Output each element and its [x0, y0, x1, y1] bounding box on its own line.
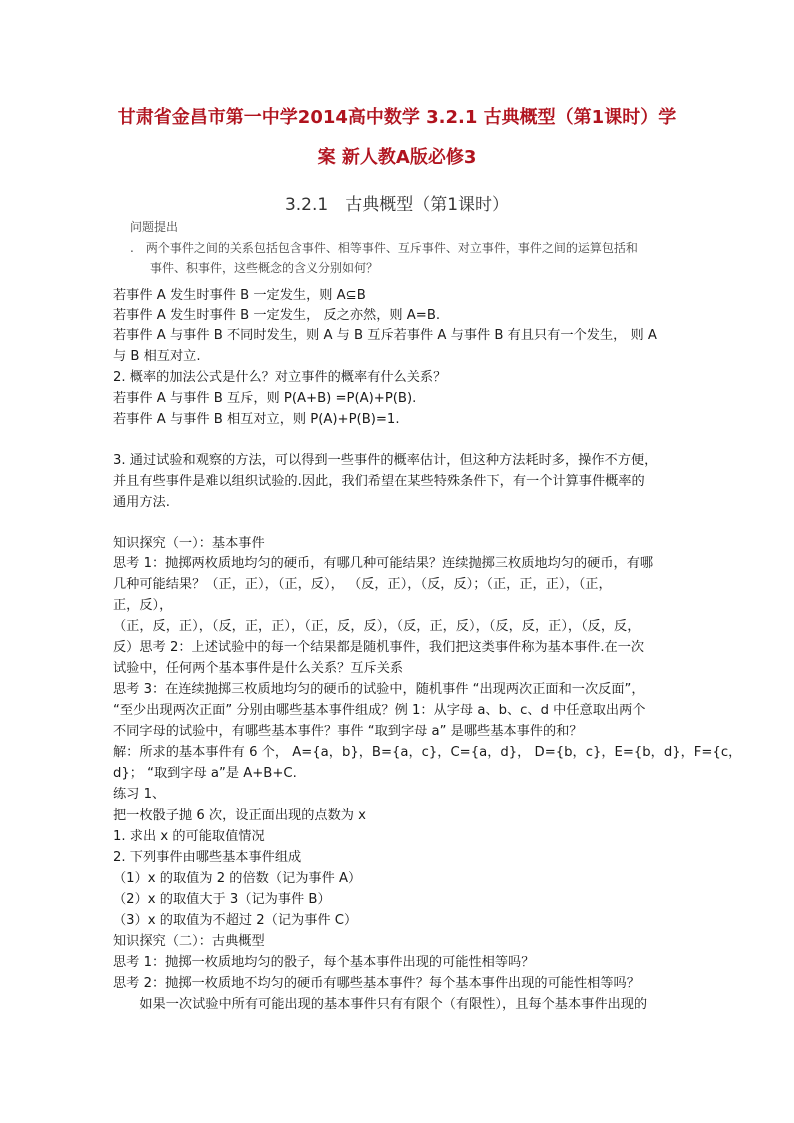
body-line: 如果一次试验中所有可能出现的基本事件只有有限个（有限性），且每个基本事件出现的 — [113, 997, 648, 1012]
document-title-line-1: 甘肃省金昌市第一中学2014高中数学 3.2.1 古典概型（第1课时）学 — [117, 107, 677, 128]
body-line: 思考 1：抛掷一枚质地均匀的骰子，每个基本事件出现的可能性相等吗？ — [113, 955, 535, 970]
body-line: 并且有些事件是难以组织试验的.因此，我们希望在某些特殊条件下，有一个计算事件概率的 — [113, 474, 645, 489]
body-line: 几种可能结果？（正，正），（正，反）， （反，正），（反，反）；（正，正，正），（正， — [113, 577, 612, 592]
body-line: 思考 2：抛掷一枚质地不均匀的硬币有哪些基本事件？每个基本事件出现的可能性相等吗？ — [113, 976, 640, 991]
body-line: 与 B 相互对立. — [113, 349, 201, 364]
body-line: 若事件 A 与事件 B 互斥，则 P(A+B) =P(A)+P(B). — [113, 391, 417, 406]
body-line: 若事件 A 与事件 B 相互对立，则 P(A)+P(B)=1. — [113, 412, 400, 427]
body-line: （正，反，正），（反，正，正），（正，反，反），（反，正，反），（反，反，正），（反，反， — [113, 619, 641, 634]
body-line: 2. 下列事件由哪些基本事件组成 — [113, 850, 302, 865]
intro-question-line-1: . 两个事件之间的关系包括包含事件、相等事件、互斥事件、对立事件，事件之间的运算包括和 — [130, 241, 638, 255]
intro-heading: 问题提出 — [130, 220, 179, 234]
body-line: （1）x 的取值为 2 的倍数（记为事件 A） — [113, 871, 362, 886]
body-line: 正，反）， — [113, 598, 173, 613]
body-line: 1. 求出 x 的可能取值情况 — [113, 829, 265, 844]
body-line: 把一枚骰子抛 6 次，设正面出现的点数为 x — [113, 808, 366, 823]
body-line: 通用方法. — [113, 495, 170, 510]
intro-question-line-2: 事件、积事件，这些概念的含义分别如何？ — [150, 261, 379, 275]
body-line: 2. 概率的加法公式是什么？对立事件的概率有什么关系？ — [113, 370, 447, 385]
body-line: （3）x 的取值为不超过 2（记为事件 C） — [113, 913, 358, 928]
body-line: 不同字母的试验中，有哪些基本事件？事件 “取到字母 a” 是哪些基本事件的和？ — [113, 724, 583, 739]
section-heading: 知识探究（一）：基本事件 — [113, 536, 265, 551]
body-line: （2）x 的取值大于 3（记为事件 B） — [113, 892, 331, 907]
body-line: 反）思考 2：上述试验中的每一个结果都是随机事件，我们把这类事件称为基本事件.在一次 — [113, 640, 645, 655]
body-line: 试验中，任何两个基本事件是什么关系？互斥关系 — [113, 661, 404, 676]
body-line: 若事件 A 发生时事件 B 一定发生，则 A⊆B — [113, 288, 366, 303]
body-line: 若事件 A 发生时事件 B 一定发生， 反之亦然，则 A=B. — [113, 308, 441, 323]
body-line: 解：所求的基本事件有 6 个， A={a，b}，B={a，c}，C={a，d}， D={b，c}，E={b，d}，F={c， — [113, 745, 742, 760]
body-line: 思考 3：在连续抛掷三枚质地均匀的硬币的试验中，随机事件 “出现两次正面和一次反面”， — [113, 682, 645, 697]
body-line: 3. 通过试验和观察的方法，可以得到一些事件的概率估计，但这种方法耗时多，操作不方便， — [113, 453, 658, 468]
body-line: 若事件 A 与事件 B 不同时发生，则 A 与 B 互斥若事件 A 与事件 B 有且只有一个发生， 则 A — [113, 328, 657, 343]
exercise-heading: 练习 1、 — [113, 787, 166, 802]
body-line: 思考 1：抛掷两枚质地均匀的硬币，有哪几种可能结果？连续抛掷三枚质地均匀的硬币，有哪 — [113, 556, 654, 571]
document-title-line-2: 案 新人教A版必修3 — [317, 147, 477, 168]
body-line: “至少出现两次正面” 分别由哪些基本事件组成？例 1：从字母 a、b、c、d 中任意取出两个 — [113, 703, 646, 718]
section-heading: 知识探究（二）：古典概型 — [113, 934, 265, 949]
body-line: d}； “取到字母 a”是 A+B+C. — [113, 766, 297, 781]
section-subtitle: 3.2.1 古典概型（第1课时） — [284, 195, 510, 215]
